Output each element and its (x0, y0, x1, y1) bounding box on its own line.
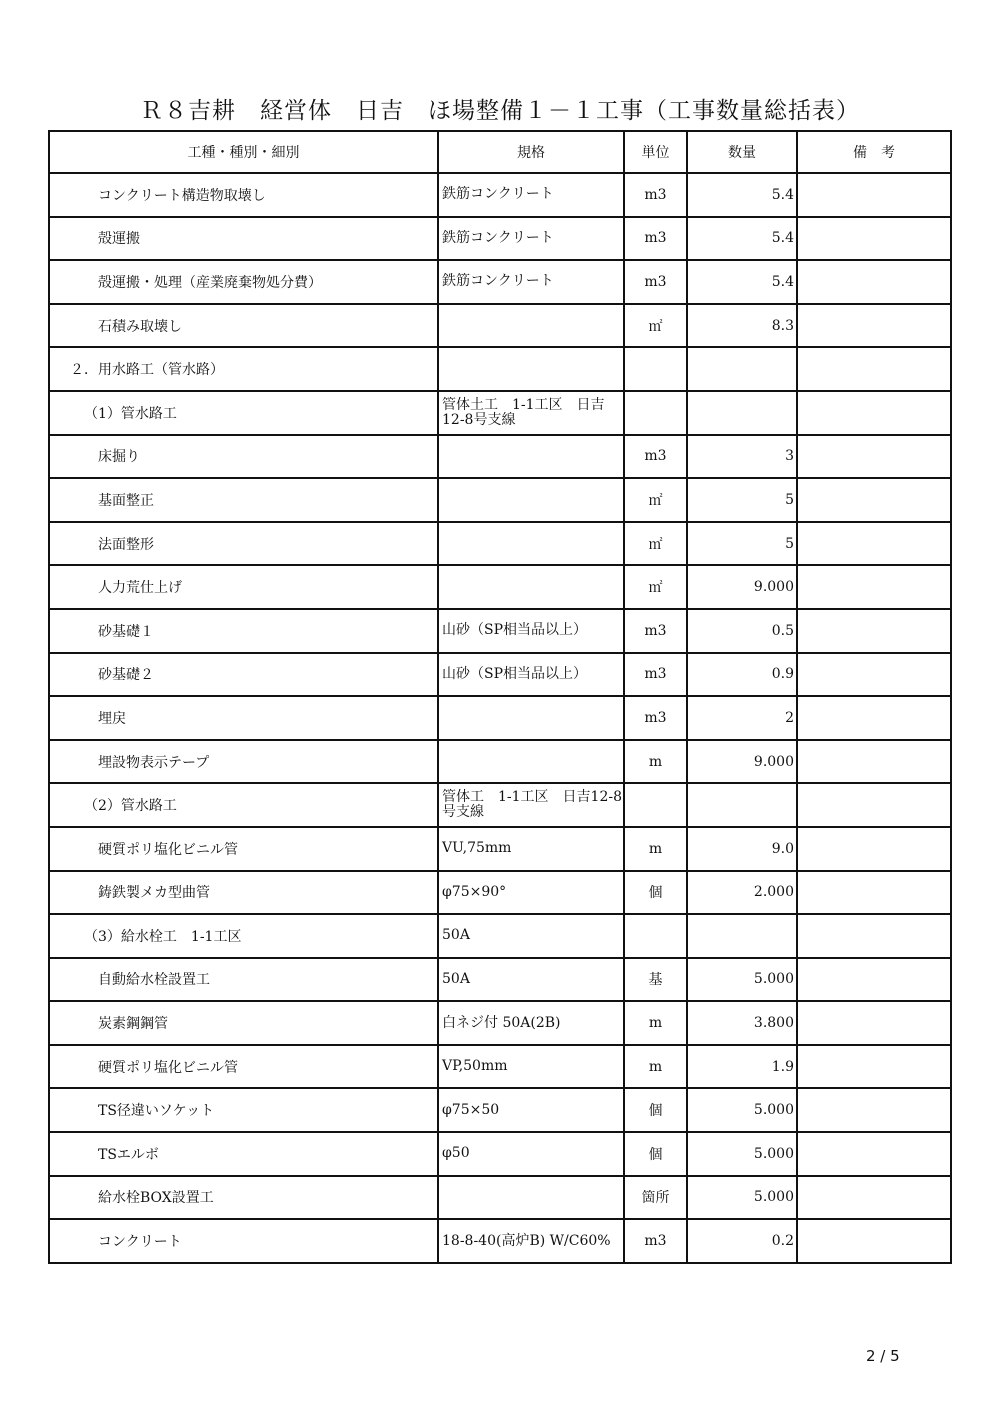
row-quantity: 9.000 (687, 740, 797, 784)
row-item-name: 法面整形 (49, 522, 438, 566)
row-specification: 管体土工 1-1工区 日吉12-8号支線 (438, 391, 624, 435)
table-row (49, 609, 951, 653)
row-specification: VU,75mm (438, 827, 624, 871)
row-item-name: 硬質ポリ塩化ビニル管 (49, 1045, 438, 1089)
row-note (797, 391, 951, 435)
row-note (797, 740, 951, 784)
row-unit: m (624, 1045, 687, 1089)
row-item-name: 鋳鉄製メカ型曲管 (49, 871, 438, 915)
row-specification: 鉄筋コンクリート (438, 260, 624, 304)
row-specification: 鉄筋コンクリート (438, 173, 624, 217)
row-item-name: 基面整正 (49, 478, 438, 522)
row-quantity: 5.000 (687, 1176, 797, 1220)
table-row (49, 1001, 951, 1045)
row-quantity: 5.4 (687, 217, 797, 261)
row-note (797, 260, 951, 304)
row-unit: m (624, 1001, 687, 1045)
row-quantity: 5.4 (687, 173, 797, 217)
row-specification: 50A (438, 914, 624, 958)
row-specification: 管体工 1-1工区 日吉12-8号支線 (438, 783, 624, 827)
table-row (49, 522, 951, 566)
row-note (797, 217, 951, 261)
row-item-name: TSエルボ (49, 1132, 438, 1176)
row-specification: 50A (438, 958, 624, 1002)
row-quantity: 5.000 (687, 1132, 797, 1176)
table-row (49, 478, 951, 522)
row-item-name: 砂基礎２ (49, 653, 438, 697)
row-quantity: 2.000 (687, 871, 797, 915)
row-note (797, 1132, 951, 1176)
row-item-name: 埋設物表示テープ (49, 740, 438, 784)
row-note (797, 1219, 951, 1263)
row-unit: 個 (624, 1132, 687, 1176)
row-unit: m (624, 827, 687, 871)
header-quantity: 数量 (687, 131, 797, 173)
row-unit: m3 (624, 260, 687, 304)
row-unit: 個 (624, 871, 687, 915)
row-unit: ㎡ (624, 478, 687, 522)
row-quantity: 1.9 (687, 1045, 797, 1089)
row-unit (624, 914, 687, 958)
row-item-name: 炭素鋼鋼管 (49, 1001, 438, 1045)
header-note: 備 考 (797, 131, 951, 173)
row-quantity: 0.9 (687, 653, 797, 697)
table-row (49, 696, 951, 740)
row-item-name: 硬質ポリ塩化ビニル管 (49, 827, 438, 871)
row-item-name: TS径違いソケット (49, 1088, 438, 1132)
header-name: 工種・種別・細別 (49, 131, 438, 173)
row-specification: VP,50mm (438, 1045, 624, 1089)
row-note (797, 522, 951, 566)
table-row (49, 304, 951, 348)
row-quantity: 9.000 (687, 565, 797, 609)
row-quantity: 0.2 (687, 1219, 797, 1263)
page-number: 2 / 5 (866, 1347, 900, 1365)
row-unit: m3 (624, 609, 687, 653)
row-note (797, 696, 951, 740)
table-row (49, 435, 951, 479)
row-note (797, 565, 951, 609)
row-item-name: ２．用水路工（管水路） (49, 347, 438, 391)
row-note (797, 347, 951, 391)
row-quantity (687, 391, 797, 435)
row-quantity (687, 783, 797, 827)
table-row (49, 1045, 951, 1089)
row-item-name: 石積み取壊し (49, 304, 438, 348)
table-row (49, 871, 951, 915)
row-quantity: 5 (687, 478, 797, 522)
row-quantity: 5 (687, 522, 797, 566)
row-unit: m (624, 740, 687, 784)
table-row (49, 217, 951, 261)
table-row (49, 740, 951, 784)
row-unit: ㎡ (624, 522, 687, 566)
row-unit: ㎡ (624, 304, 687, 348)
row-item-name: 自動給水栓設置工 (49, 958, 438, 1002)
row-unit (624, 391, 687, 435)
row-note (797, 871, 951, 915)
row-quantity: 2 (687, 696, 797, 740)
document-title: Ｒ８吉耕 経営体 日吉 ほ場整備１－１工事（工事数量総括表） (140, 98, 860, 124)
table-row (49, 1088, 951, 1132)
header-spec: 規格 (438, 131, 624, 173)
row-unit: m3 (624, 435, 687, 479)
row-item-name: 人力荒仕上げ (49, 565, 438, 609)
row-specification (438, 522, 624, 566)
row-specification (438, 1176, 624, 1220)
row-note (797, 1001, 951, 1045)
table-row (49, 783, 951, 827)
row-note (797, 958, 951, 1002)
row-specification (438, 740, 624, 784)
row-unit (624, 347, 687, 391)
row-quantity: 8.3 (687, 304, 797, 348)
row-specification (438, 565, 624, 609)
row-quantity: 3 (687, 435, 797, 479)
row-note (797, 914, 951, 958)
row-unit: m3 (624, 696, 687, 740)
row-unit: 基 (624, 958, 687, 1002)
table-header-row (49, 131, 951, 173)
row-specification (438, 435, 624, 479)
table-row (49, 173, 951, 217)
row-item-name: 給水栓BOX設置工 (49, 1176, 438, 1220)
row-quantity (687, 347, 797, 391)
row-specification: φ75×90° (438, 871, 624, 915)
row-specification: 山砂（SP相当品以上） (438, 653, 624, 697)
quantity-summary-table (48, 130, 952, 1264)
table-row (49, 914, 951, 958)
table-row (49, 347, 951, 391)
row-note (797, 609, 951, 653)
row-note (797, 1045, 951, 1089)
row-unit: 個 (624, 1088, 687, 1132)
row-specification: 白ネジ付 50A(2B) (438, 1001, 624, 1045)
row-quantity: 0.5 (687, 609, 797, 653)
row-item-name: （3）給水栓工 1-1工区 (49, 914, 438, 958)
row-specification (438, 478, 624, 522)
row-item-name: コンクリート (49, 1219, 438, 1263)
table-row (49, 827, 951, 871)
row-quantity (687, 914, 797, 958)
row-specification (438, 696, 624, 740)
row-note (797, 173, 951, 217)
row-unit: ㎡ (624, 565, 687, 609)
row-quantity: 5.000 (687, 958, 797, 1002)
row-item-name: （2）管水路工 (49, 783, 438, 827)
row-unit: 箇所 (624, 1176, 687, 1220)
row-note (797, 783, 951, 827)
row-note (797, 435, 951, 479)
table-row (49, 391, 951, 435)
row-note (797, 653, 951, 697)
row-item-name: 砂基礎１ (49, 609, 438, 653)
row-item-name: 埋戻 (49, 696, 438, 740)
row-item-name: 殻運搬 (49, 217, 438, 261)
row-note (797, 304, 951, 348)
row-unit: m3 (624, 1219, 687, 1263)
row-unit: m3 (624, 653, 687, 697)
row-note (797, 827, 951, 871)
row-item-name: 殻運搬・処理（産業廃棄物処分費） (49, 260, 438, 304)
row-specification: φ50 (438, 1132, 624, 1176)
row-specification: φ75×50 (438, 1088, 624, 1132)
row-item-name: （1）管水路工 (49, 391, 438, 435)
table-row (49, 260, 951, 304)
row-item-name: 床掘り (49, 435, 438, 479)
table-row (49, 653, 951, 697)
row-note (797, 478, 951, 522)
row-quantity: 9.0 (687, 827, 797, 871)
row-specification: 鉄筋コンクリート (438, 217, 624, 261)
row-quantity: 3.800 (687, 1001, 797, 1045)
table-row (49, 1219, 951, 1263)
row-quantity: 5.4 (687, 260, 797, 304)
row-specification (438, 304, 624, 348)
table-row (49, 958, 951, 1002)
row-specification: 18-8-40(高炉B) W/C60% (438, 1219, 624, 1263)
table-row (49, 1176, 951, 1220)
row-item-name: コンクリート構造物取壊し (49, 173, 438, 217)
row-unit: m3 (624, 217, 687, 261)
table-row (49, 1132, 951, 1176)
header-unit: 単位 (624, 131, 687, 173)
row-unit (624, 783, 687, 827)
row-quantity: 5.000 (687, 1088, 797, 1132)
row-unit: m3 (624, 173, 687, 217)
row-specification: 山砂（SP相当品以上） (438, 609, 624, 653)
row-note (797, 1088, 951, 1132)
row-note (797, 1176, 951, 1220)
row-specification (438, 347, 624, 391)
table-row (49, 565, 951, 609)
